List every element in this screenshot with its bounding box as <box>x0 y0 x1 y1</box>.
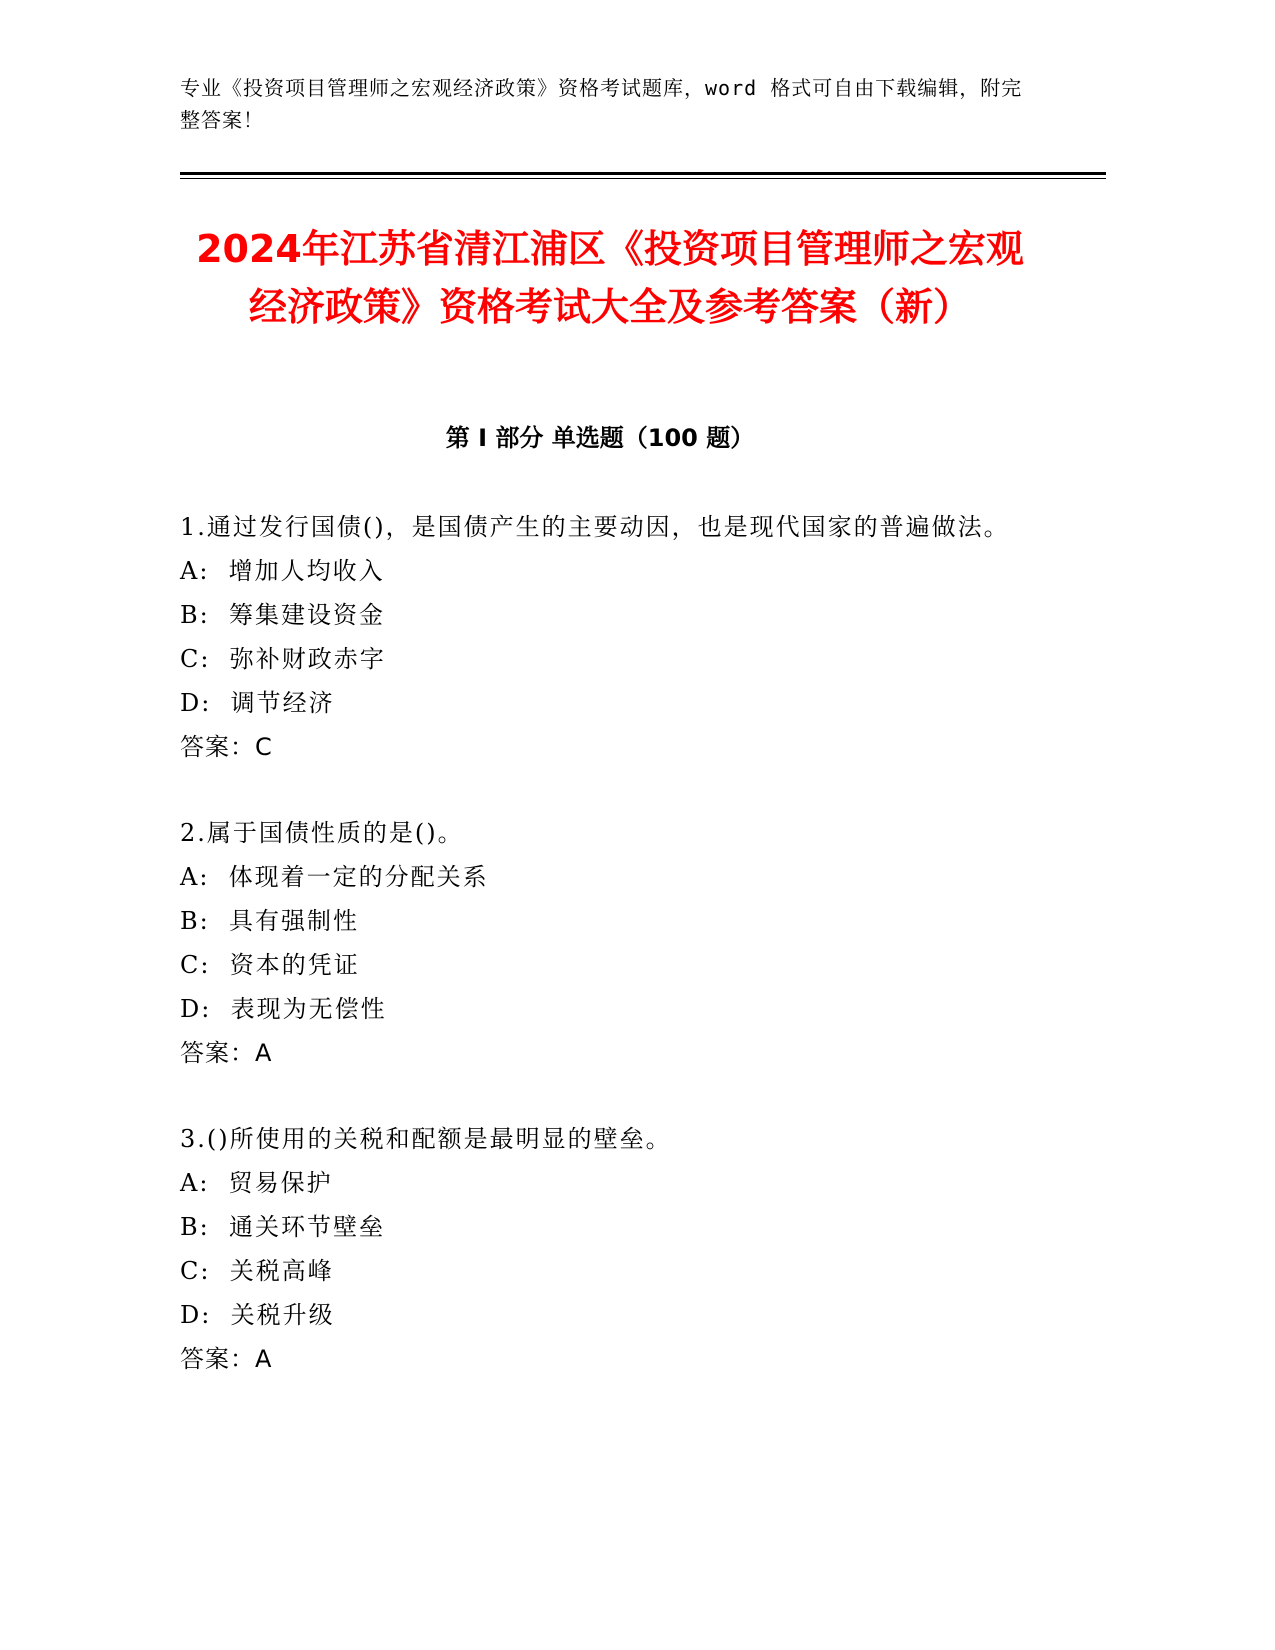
question-item <box>180 505 1040 769</box>
question-stem: 3.()所使用的关税和配额是最明显的壁垒。 <box>180 1125 672 1153</box>
question-stem: 1.通过发行国债()，是国债产生的主要动因，也是现代国家的普遍做法。 <box>180 513 1010 541</box>
header-divider-thick <box>180 172 1106 175</box>
question-stem: 2.属于国债性质的是()。 <box>180 819 464 847</box>
option-b: B: 筹集建设资金 <box>180 601 385 629</box>
option-b: B: 具有强制性 <box>180 907 359 935</box>
option-a: A: 体现着一定的分配关系 <box>180 863 489 891</box>
header-note: 专业《投资项目管理师之宏观经济政策》资格考试题库，word 格式可自由下载编辑，附完整答案！ <box>180 76 1023 132</box>
document-title: 2024年江苏省清江浦区《投资项目管理师之宏观经济政策》资格考试大全及参考答案（新） <box>196 227 1024 329</box>
option-a: A: 贸易保护 <box>180 1169 333 1197</box>
section-heading: 第 I 部分 单选题（100 题） <box>445 424 755 452</box>
question-list <box>180 505 1040 1423</box>
question-item <box>180 1117 1040 1381</box>
option-d: D: 表现为无偿性 <box>180 995 387 1023</box>
header-divider-thin <box>180 178 1106 179</box>
option-c: C: 弥补财政赤字 <box>180 645 386 673</box>
answer-line: 答案：C <box>180 733 273 761</box>
answer-line: 答案：A <box>180 1345 273 1373</box>
answer-line: 答案：A <box>180 1039 273 1067</box>
option-d: D: 调节经济 <box>180 689 335 717</box>
option-b: B: 通关环节壁垒 <box>180 1213 385 1241</box>
option-d: D: 关税升级 <box>180 1301 335 1329</box>
option-c: C: 关税高峰 <box>180 1257 334 1285</box>
option-a: A: 增加人均收入 <box>180 557 385 585</box>
question-item <box>180 811 1040 1075</box>
option-c: C: 资本的凭证 <box>180 951 360 979</box>
